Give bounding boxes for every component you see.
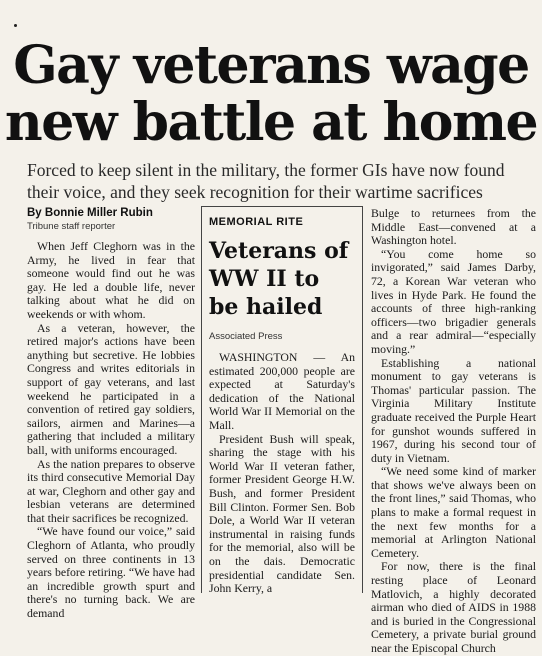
sidebar-body [209,351,355,596]
byline: By Bonnie Miller Rubin [27,207,153,219]
deck: Forced to keep silent in the military, the former GIs have now found their voice, and they seek recognition for their wartime sacrifices [27,160,505,202]
article-column-3 [371,206,536,655]
headline: Gay veterans wage new battle at home [4,34,538,153]
article-column-1 [27,239,195,621]
byline-affiliation: Tribune staff reporter [27,221,116,232]
paragraph: When Jeff Cleghorn was in the Army, he lived in fear that someone would find out he was gay. He led a double life, never talking about what he did on weekends or with whom. [27,239,195,321]
sidebar-credit: Associated Press [209,331,283,342]
paragraph: “We have found our voice,” said Cleghorn of Atlanta, who proudly served on three continents in 13 years before retiring. “We have had an incredible growth spurt and there's no turning back. We are demand [27,524,195,621]
sidebar-headline: Veterans of WW II to be hailed [209,238,349,320]
paragraph: “You come home so invigorated,” said James Darby, 72, a Korean War veteran who lives in Hyde Park. He found the accounts of three high-ranking officers—two brigadier generals and a rear admiral—“especially moving.” [371,246,536,356]
paragraph: As the nation prepares to observe its third consecutive Memorial Day at war, Cleghorn and other gay and lesbian veterans are determined that their sacrifices be recognized. [27,456,195,525]
paragraph: Bulge to returnees from the Middle East—convened at a Washington hotel. [371,206,536,248]
paragraph: “We need some kind of marker that shows we've always been on the front lines,” said Thomas, who plans to make a formal request in the next few months for a memorial at Arlington National Cemetery. [371,464,536,560]
paragraph: For now, there is the final resting place of Leonard Matlovich, a highly decorated airman who died of AIDS in 1988 and is buried in the Congressional Cemetery, a private burial ground near the Episcopal Church [371,559,536,655]
paragraph: As a veteran, however, the retired major's actions have been anything but secretive. He lobbies Congress and writes editorials in support of gay veterans, and last weekend he participated in a convention of retired gay soldiers, sailors, airmen and Marines—a gathering that included a military ball, with uniforms encouraged. [27,320,195,457]
sidebar-box [201,206,363,596]
sidebar-kicker: MEMORIAL RITE [209,216,304,228]
paragraph: Establishing a national monument to gay veterans is Thomas' particular passion. The Virginia Military Institute graduate received the Purple Heart for gunshot wounds suffered in 1967, during his second tour of duty in Vietnam. [371,355,536,465]
bullet-dot [14,24,17,27]
paragraph: President Bush will speak, sharing the stage with his World War II veteran father, former President George H.W. Bush, and former President Bill Clinton. Former Sen. Bob Dole, a World War II veteran instrumental in raising funds for the memorial, also will be on the dais. Democratic presidential candidate Sen. John Kerry, a [209,431,355,596]
paragraph: WASHINGTON — An estimated 200,000 people are expected at Saturday's dedication of the National World War II Memorial on the Mall. [209,350,355,432]
